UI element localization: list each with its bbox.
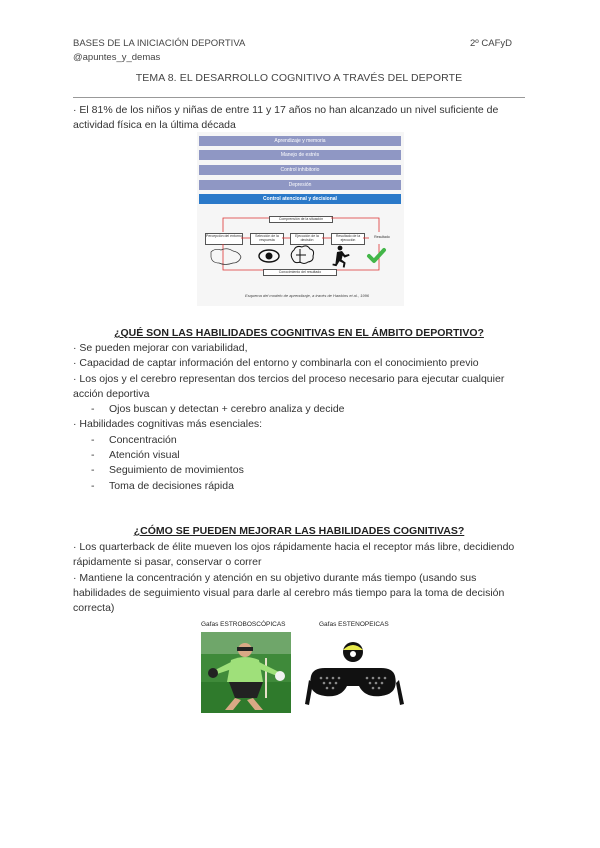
text-line: · Los quarterback de élite mueven los ojos rápidamente hacia el receptor más libre, decidiendo [73,541,515,553]
flow-box: Resultado de la ejecución [331,233,365,245]
section-heading: ¿CÓMO SE PUEDEN MEJORAR LAS HABILIDADES COGNITIVAS? [133,525,465,537]
text-line: correcta) [73,602,115,615]
flow-diagram-connectors [197,212,404,292]
flow-box-top: Comprensión de la situación [269,216,333,223]
text-line: · Capacidad de captar información del entorno y combinarla con el conocimiento previo [73,357,479,370]
stroboscopic-glasses-photo [201,632,291,713]
section-heading: ¿QUÉ SON LAS HABILIDADES COGNITIVAS EN EL ÁMBITO DEPORTIVO? [114,327,484,339]
list-item: - Concentración [73,433,533,448]
flow-box: Ejecución de la decisión [290,233,324,245]
runner-icon [332,246,349,268]
section1-body [73,341,533,494]
title-divider [73,97,525,98]
text-line: acción deportiva [73,387,150,400]
header-course: 2º CAFyD [470,38,513,49]
header-subject: BASES DE LA INICIACIÓN DEPORTIVA [73,38,246,49]
intro-line: actividad física en la última década [73,119,236,131]
figure-bar-highlight: Control atencional y decisional [199,194,401,204]
figure-caption: Esquema del modelo de aprendizaje, a través de Hawkins et al., 1996 [244,293,370,298]
list-item: - Seguimiento de movimientos [73,463,533,478]
cognitive-model-figure [197,132,404,306]
check-icon [369,250,384,261]
glasses-figure [197,616,404,713]
intro-line: · El 81% de los niños y niñas de entre 11 y 17 años no han alcanzado un nivel suficiente de [73,104,499,116]
flow-box: Selección de la respuesta [250,233,284,245]
flow-box: Resultado [374,235,390,239]
figure-bar: Depresión [199,180,401,190]
list-item: - Atención visual [73,448,533,463]
pinhole-glasses-photo [305,632,404,713]
text-line: · Se pueden mejorar con variabilidad, [73,342,248,354]
figure-bar: Manejo de estrés [199,150,401,160]
text-line: · Habilidades cognitivas más esenciales: [73,418,263,431]
brain-icon [291,246,313,264]
figure-caption-left: Gafas ESTROBOSCÓPICAS [201,621,286,628]
flow-box: Percepción del entorno [205,233,243,245]
section2-body [73,540,535,616]
text-line: habilidades de seguimiento visual para darle al cerebro más tiempo para la toma de decisión [73,586,505,599]
flow-box-bottom: Conocimiento del resultado [263,269,337,276]
figure-caption-right: Gafas ESTENOPEICAS [319,621,389,628]
text-line: · Mantiene la concentración y atención en su objetivo durante más tiempo (usando sus [73,571,477,584]
list-item: - Toma de decisiones rápida [73,479,533,494]
list-item: - Ojos buscan y detectan + cerebro analiza y decide [73,402,533,417]
page-title: TEMA 8. EL DESARROLLO COGNITIVO A TRAVÉS DEL DEPORTE [135,72,463,84]
figure-bar: Control inhibitorio [199,165,401,175]
figure-bar: Aprendizaje y memoria [199,136,401,146]
intro-paragraph [73,103,533,133]
text-line: rápidamente si pasar, conservar o correr [73,556,262,569]
text-line: · Los ojos y el cerebro representan dos tercios del proceso necesario para ejecutar cualquier [73,372,505,385]
eye-icon [259,250,279,262]
header-author: @apuntes_y_demas [73,52,161,63]
